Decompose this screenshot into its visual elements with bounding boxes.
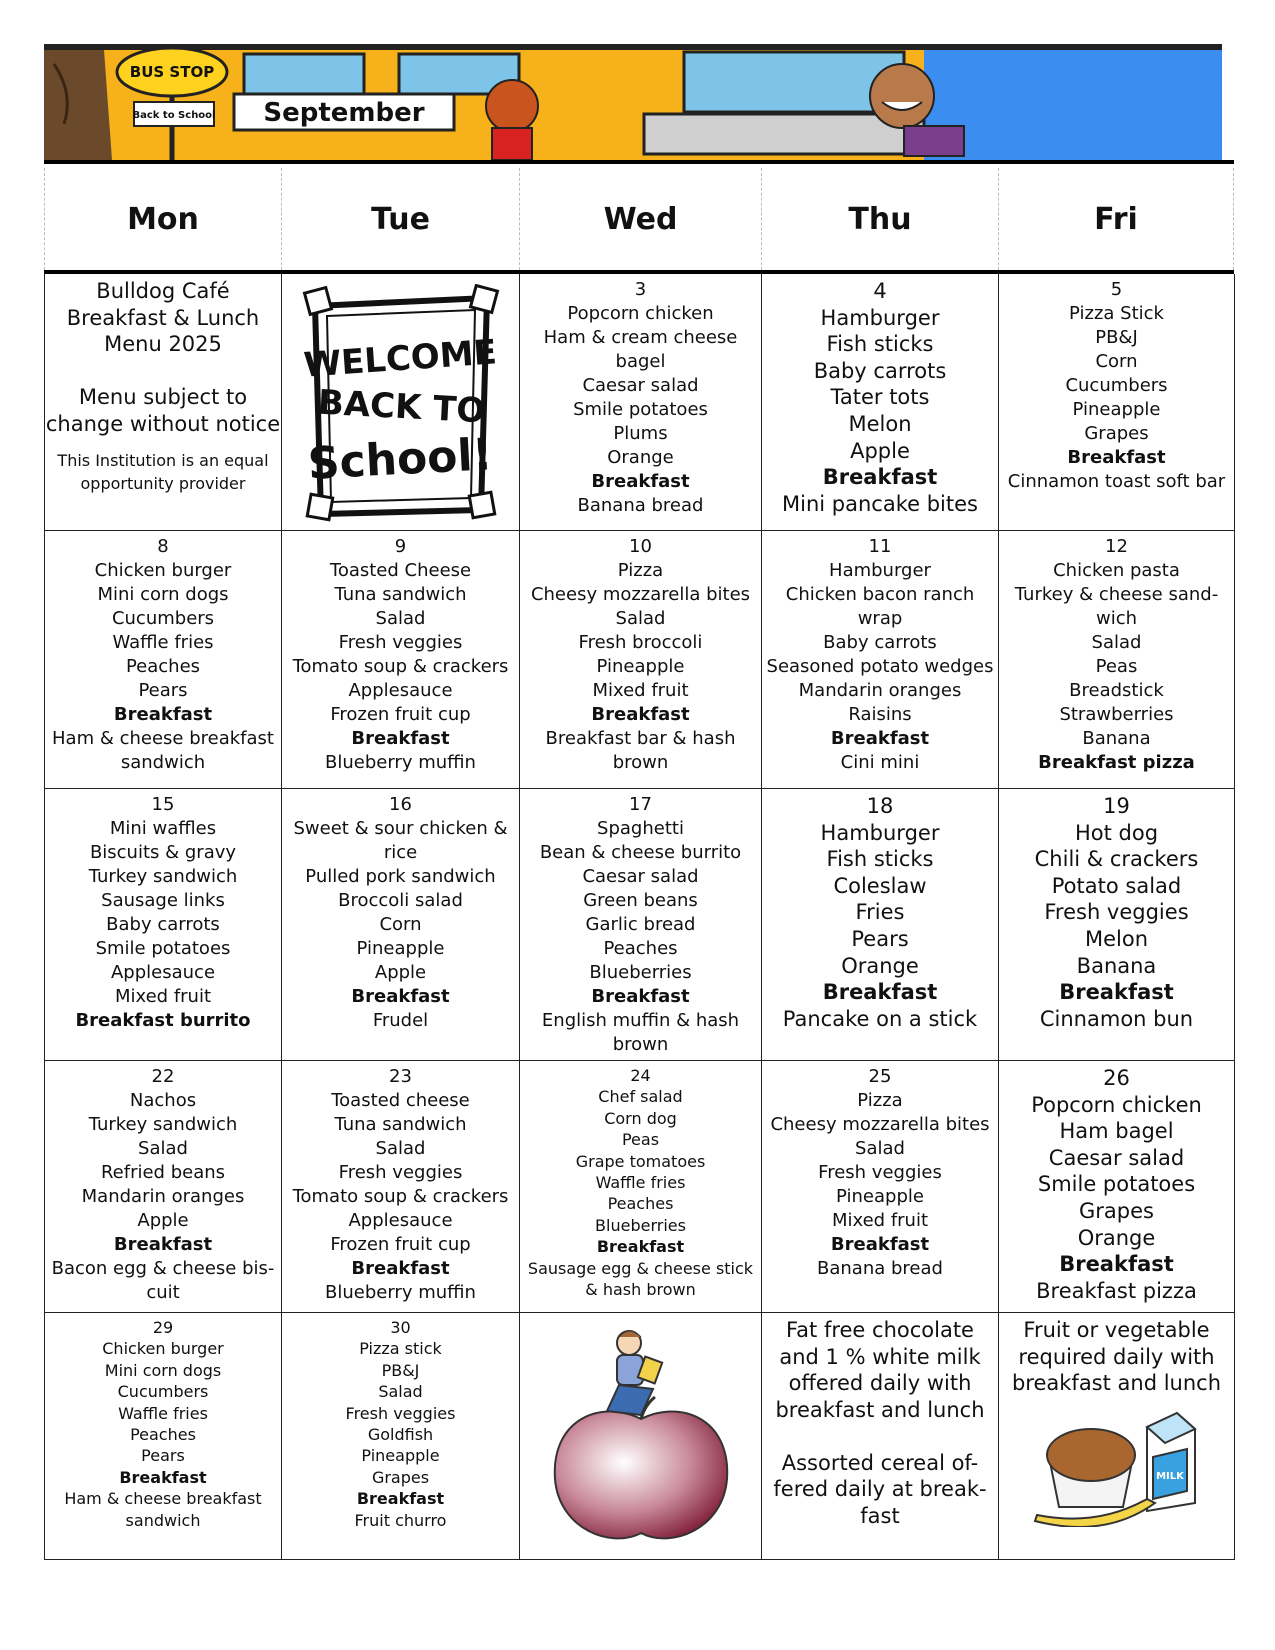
day-cell xyxy=(45,1061,282,1313)
breakfast-label: Breakfast xyxy=(351,986,450,1007)
menu-item: bagel xyxy=(615,351,666,372)
day-header-thu: Thu xyxy=(761,168,998,270)
menu-item: Ham & cheese breakfast xyxy=(64,1489,262,1509)
back-to-school-text: Back to School xyxy=(132,110,216,121)
menu-item: Corn dog xyxy=(604,1108,677,1128)
menu-item: Corn xyxy=(379,914,422,935)
menu-item: Baby carrots xyxy=(813,358,947,383)
menu-item: Fresh veggies xyxy=(338,1162,463,1183)
milk-note-text: Fat free chocolate xyxy=(786,1318,974,1342)
banner-illustration xyxy=(44,44,1222,160)
date-number: 17 xyxy=(629,794,652,815)
menu-item: Apple xyxy=(374,962,427,983)
breakfast-label: Breakfast xyxy=(596,1237,685,1257)
day-cell xyxy=(999,1061,1235,1313)
menu-item: Salad xyxy=(378,1382,423,1402)
menu-item: Raisins xyxy=(848,704,912,725)
menu-item: Cucumbers xyxy=(1065,375,1168,396)
menu-item: Turkey sandwich xyxy=(88,1114,238,1135)
day-cell xyxy=(762,531,999,789)
day-cell xyxy=(282,1061,520,1313)
month-title: September xyxy=(263,98,425,128)
menu-item: Banana bread xyxy=(577,495,704,516)
menu-item: Pizza xyxy=(857,1090,903,1111)
menu-item: Pizza stick xyxy=(359,1339,442,1359)
menu-item: Grape tomatoes xyxy=(575,1151,706,1171)
breakfast-label: Breakfast xyxy=(830,1234,930,1255)
menu-item: Baby carrots xyxy=(106,914,220,935)
menu-item: Caesar salad xyxy=(582,375,699,396)
menu-item: Pancake on a stick xyxy=(782,1006,978,1031)
menu-item: Orange xyxy=(841,953,919,978)
day-cell xyxy=(282,789,520,1061)
menu-item: Apple xyxy=(137,1210,189,1231)
breakfast-label: Breakfast xyxy=(822,980,938,1005)
welcome-back-sign-icon xyxy=(301,284,501,524)
info-title: Bulldog Café xyxy=(96,279,230,303)
milk-carton-label: MILK xyxy=(1155,1470,1184,1482)
menu-item: Cucumbers xyxy=(111,608,215,629)
menu-item: PB&J xyxy=(1095,327,1138,348)
date-number: 30 xyxy=(390,1318,411,1337)
menu-item: Breadstick xyxy=(1069,680,1164,701)
menu-item: Frudel xyxy=(372,1010,429,1031)
menu-item: Peas xyxy=(621,1130,660,1150)
menu-item: Fish sticks xyxy=(826,332,934,357)
menu-item: Salad xyxy=(375,608,426,629)
day-header-fri: Fri xyxy=(998,168,1234,270)
menu-item: Turkey & cheese sand- xyxy=(1014,584,1219,605)
menu-item: & hash brown xyxy=(585,1280,696,1300)
date-number: 16 xyxy=(389,794,412,815)
menu-item: Applesauce xyxy=(348,680,453,701)
menu-item: Chef salad xyxy=(598,1087,683,1107)
menu-item: Ham & cream cheese xyxy=(543,327,738,348)
menu-item: Cucumbers xyxy=(117,1382,209,1402)
breakfast-label: Breakfast xyxy=(591,704,690,725)
menu-item: Breakfast pizza xyxy=(1036,1278,1197,1303)
menu-item: Breakfast bar & hash xyxy=(545,728,736,749)
menu-item: Tater tots xyxy=(830,385,930,410)
menu-item: Frozen fruit cup xyxy=(330,1234,471,1255)
menu-item: Pineapple xyxy=(1072,399,1161,420)
menu-item: Banana xyxy=(1082,728,1151,749)
menu-item: Frozen fruit cup xyxy=(330,704,471,725)
menu-item: Popcorn chicken xyxy=(1031,1092,1202,1117)
date-number: 22 xyxy=(151,1066,175,1087)
menu-item: Fresh veggies xyxy=(1044,900,1189,925)
breakfast-label: Breakfast xyxy=(1059,1252,1174,1277)
cereal-note-text: fast xyxy=(860,1503,900,1528)
breakfast-label: Breakfast xyxy=(1067,447,1166,468)
day-cell xyxy=(520,789,762,1061)
date-number: 8 xyxy=(157,536,169,557)
menu-item: Peaches xyxy=(607,1194,674,1214)
menu-item: wich xyxy=(1095,608,1138,629)
menu-item: Cheesy mozzarella bites xyxy=(530,584,751,605)
menu-item: Tuna sandwich xyxy=(334,1114,467,1135)
menu-item: rice xyxy=(383,842,418,863)
welcome-text: WELCOME xyxy=(301,332,498,386)
menu-item: Grapes xyxy=(371,1467,430,1487)
menu-item: Cini mini xyxy=(840,752,920,773)
menu-item: Ham & cheese breakfast xyxy=(52,728,274,749)
day-cell xyxy=(520,531,762,789)
menu-item: Mini waffles xyxy=(109,818,217,839)
muffin-milk-banana-icon xyxy=(1027,1407,1207,1527)
milk-note-cell xyxy=(762,1313,999,1560)
date-number: 9 xyxy=(394,536,407,557)
menu-item: Mixed fruit xyxy=(114,986,212,1007)
date-number: 10 xyxy=(629,536,652,557)
day-header-mon: Mon xyxy=(44,168,281,270)
milk-note-text: offered daily with xyxy=(788,1371,972,1395)
menu-item: Hamburger xyxy=(829,560,931,581)
menu-item: Blueberries xyxy=(589,962,692,983)
breakfast-label: Breakfast xyxy=(591,986,690,1007)
menu-item: Pears xyxy=(141,1446,185,1466)
menu-item: Ham bagel xyxy=(1059,1119,1174,1144)
welcome-text: School! xyxy=(306,429,494,490)
menu-item: Fresh veggies xyxy=(345,1403,456,1423)
day-cell xyxy=(762,1061,999,1313)
menu-item: Plums xyxy=(613,423,668,444)
menu-item: Chicken bacon ranch xyxy=(785,584,975,605)
info-cell xyxy=(45,274,282,531)
fruit-note-cell xyxy=(999,1313,1235,1560)
menu-item: Baby carrots xyxy=(823,632,937,653)
menu-item: Caesar salad xyxy=(1048,1145,1185,1170)
menu-item: Hamburger xyxy=(820,820,940,845)
day-cell xyxy=(999,789,1235,1061)
date-number: 26 xyxy=(1103,1066,1130,1090)
menu-item: Waffle fries xyxy=(595,1173,686,1193)
milk-note-text: and 1 % white milk xyxy=(779,1344,981,1369)
menu-item: Refried beans xyxy=(100,1162,226,1183)
menu-item: Turkey sandwich xyxy=(88,866,238,887)
menu-item: Mandarin oranges xyxy=(81,1186,245,1207)
day-cell xyxy=(520,1061,762,1313)
menu-item: Pineapple xyxy=(596,656,685,677)
menu-item: Blueberries xyxy=(595,1215,686,1235)
menu-item: Tuna sandwich xyxy=(334,584,467,605)
breakfast-label: Breakfast xyxy=(113,1234,213,1255)
menu-item: Peaches xyxy=(125,656,201,677)
menu-item: Fresh veggies xyxy=(338,632,463,653)
menu-item: Bacon egg & cheese bis- xyxy=(51,1258,275,1279)
welcome-cell xyxy=(282,274,520,531)
menu-item: brown xyxy=(612,752,669,773)
menu-item: Fresh broccoli xyxy=(578,632,703,653)
notice-text: Menu subject to xyxy=(78,385,248,409)
menu-item: Sausage egg & cheese stick xyxy=(527,1258,754,1278)
menu-item: Pineapple xyxy=(356,938,445,959)
milk-note-text: breakfast and lunch xyxy=(775,1397,985,1422)
menu-item: Pineapple xyxy=(361,1446,440,1466)
menu-item: Toasted Cheese xyxy=(329,560,472,581)
breakfast-label: Breakfast xyxy=(822,465,938,490)
menu-item: Melon xyxy=(848,411,912,436)
fruit-note-text: Fruit or vegetable xyxy=(1023,1318,1210,1342)
day-cell xyxy=(762,789,999,1061)
banner-rule xyxy=(44,160,1234,164)
menu-item: Mini corn dogs xyxy=(97,584,229,605)
menu-item: Peas xyxy=(1095,656,1138,677)
menu-item: Fresh veggies xyxy=(818,1162,942,1183)
menu-item: Hot dog xyxy=(1074,820,1159,845)
bus-stop-text: BUS STOP xyxy=(129,63,215,81)
apple-reader-icon xyxy=(541,1319,741,1549)
breakfast-label: Breakfast xyxy=(351,728,450,749)
menu-item: Banana bread xyxy=(817,1258,943,1279)
info-title: Menu 2025 xyxy=(104,332,222,356)
day-cell xyxy=(999,531,1235,789)
cereal-note-text: Assorted cereal of- xyxy=(781,1450,979,1475)
menu-item: Pineapple xyxy=(836,1186,924,1207)
menu-item: sandwich xyxy=(120,752,206,773)
equal-opportunity-text: This Institution is an equal xyxy=(57,451,269,470)
menu-item: Strawberries xyxy=(1059,704,1174,725)
day-cell xyxy=(45,1313,282,1560)
date-number: 24 xyxy=(630,1066,651,1085)
menu-item: Mini pancake bites xyxy=(782,491,978,516)
menu-item: Waffle fries xyxy=(118,1403,208,1423)
menu-item: Mixed fruit xyxy=(831,1210,929,1231)
menu-item: Hamburger xyxy=(820,305,940,330)
menu-item: brown xyxy=(612,1034,669,1055)
menu-item: Biscuits & gravy xyxy=(89,842,237,863)
day-header-wed: Wed xyxy=(519,168,761,270)
menu-item: Chili & crackers xyxy=(1034,847,1199,872)
day-cell xyxy=(762,274,999,531)
apple-art-cell xyxy=(520,1313,762,1560)
notice-text: change without notice xyxy=(45,411,281,436)
menu-item: Potato salad xyxy=(1051,873,1182,898)
menu-item: Orange xyxy=(1077,1225,1156,1250)
menu-item: English muffin & hash xyxy=(541,1010,740,1031)
menu-item: Sausage links xyxy=(101,890,225,911)
menu-item: Pulled pork sandwich xyxy=(305,866,496,887)
menu-item: Mini corn dogs xyxy=(104,1360,222,1380)
menu-item: Salad xyxy=(138,1138,188,1159)
menu-item: Salad xyxy=(375,1138,426,1159)
menu-item: Goldfish xyxy=(367,1425,434,1445)
menu-item: Melon xyxy=(1084,926,1149,951)
menu-item: Chicken pasta xyxy=(1053,560,1180,581)
fruit-note-text: breakfast and lunch xyxy=(1011,1371,1222,1395)
menu-item: Pears xyxy=(138,680,188,701)
menu-item: Sweet & sour chicken & xyxy=(293,818,508,839)
menu-item: wrap xyxy=(857,608,903,629)
menu-item: Coleslaw xyxy=(833,873,927,898)
menu-item: Pizza Stick xyxy=(1069,303,1164,324)
cereal-note-text: fered daily at break- xyxy=(773,1477,987,1501)
menu-item: Broccoli salad xyxy=(338,890,463,911)
menu-item: Tomato soup & crackers xyxy=(292,656,509,677)
date-number: 15 xyxy=(151,794,175,815)
menu-item: Cinnamon bun xyxy=(1039,1006,1194,1031)
breakfast-label: Breakfast xyxy=(591,471,690,492)
menu-item: Peaches xyxy=(603,938,678,959)
menu-item: Blueberry muffin xyxy=(325,1282,476,1303)
menu-item: Banana xyxy=(1076,953,1157,978)
breakfast-label: Breakfast xyxy=(1059,980,1174,1005)
day-cell xyxy=(999,274,1235,531)
day-cell xyxy=(282,531,520,789)
menu-item: Seasoned potato wedges xyxy=(766,656,994,677)
menu-item: Fish sticks xyxy=(826,847,934,872)
date-number: 3 xyxy=(634,279,647,300)
breakfast-label: Breakfast pizza xyxy=(1038,752,1195,773)
day-header-row xyxy=(44,168,1234,270)
menu-item: PB&J xyxy=(381,1360,420,1380)
menu-item: Smile potatoes xyxy=(573,399,708,420)
menu-item: Mandarin oranges xyxy=(798,680,962,701)
menu-item: cuit xyxy=(146,1282,180,1303)
date-number: 23 xyxy=(389,1066,412,1087)
menu-item: Grapes xyxy=(1084,423,1149,444)
date-number: 25 xyxy=(868,1066,892,1087)
date-number: 19 xyxy=(1103,794,1130,818)
date-number: 29 xyxy=(152,1318,174,1337)
menu-item: Grapes xyxy=(1079,1198,1154,1223)
date-number: 18 xyxy=(866,794,894,818)
menu-item: Bean & cheese burrito xyxy=(539,842,742,863)
menu-item: Waffle fries xyxy=(112,632,214,653)
menu-item: Apple xyxy=(850,438,910,463)
menu-item: Nachos xyxy=(129,1090,197,1111)
menu-item: Smile potatoes xyxy=(95,938,231,959)
equal-opportunity-text: opportunity provider xyxy=(80,474,246,493)
info-title: Breakfast & Lunch xyxy=(66,305,260,330)
date-number: 12 xyxy=(1105,536,1128,557)
girl-icon xyxy=(486,80,538,160)
menu-item: Chicken burger xyxy=(102,1339,224,1359)
breakfast-label: Breakfast xyxy=(119,1467,207,1487)
menu-item: Fries xyxy=(855,900,905,925)
fruit-note-text: required daily with xyxy=(1018,1344,1215,1369)
day-header-tue: Tue xyxy=(281,168,519,270)
menu-item: Orange xyxy=(607,447,674,468)
menu-item: Mixed fruit xyxy=(592,680,689,701)
day-cell xyxy=(45,531,282,789)
date-number: 11 xyxy=(868,536,892,557)
menu-item: Applesauce xyxy=(110,962,216,983)
menu-item: Pears xyxy=(851,926,909,951)
menu-item: Chicken burger xyxy=(94,560,232,581)
menu-item: Peaches xyxy=(130,1425,196,1445)
menu-item: Green beans xyxy=(583,890,698,911)
menu-item: Salad xyxy=(1091,632,1142,653)
menu-item: Garlic bread xyxy=(585,914,696,935)
breakfast-label: Breakfast xyxy=(113,704,213,725)
welcome-text: BACK TO xyxy=(316,382,486,432)
menu-item: Salad xyxy=(855,1138,905,1159)
date-number: 4 xyxy=(873,279,887,303)
menu-item: Pizza xyxy=(617,560,664,581)
menu-item: Cheesy mozzarella bites xyxy=(770,1114,990,1135)
breakfast-label: Breakfast xyxy=(351,1258,450,1279)
menu-item: Applesauce xyxy=(348,1210,453,1231)
menu-calendar xyxy=(44,274,1235,1560)
menu-item: Popcorn chicken xyxy=(567,303,714,324)
menu-item: Salad xyxy=(615,608,666,629)
date-number: 5 xyxy=(1110,279,1123,300)
menu-item: Caesar salad xyxy=(582,866,699,887)
menu-item: Toasted cheese xyxy=(331,1090,470,1111)
menu-item: Spaghetti xyxy=(597,818,684,839)
menu-item: Fruit churro xyxy=(354,1510,447,1530)
menu-item: Tomato soup & crackers xyxy=(292,1186,509,1207)
breakfast-label: Breakfast xyxy=(830,728,930,749)
menu-item: Blueberry muffin xyxy=(325,752,476,773)
menu-item: Corn xyxy=(1095,351,1138,372)
day-cell xyxy=(45,789,282,1061)
day-cell xyxy=(282,1313,520,1560)
menu-item: sandwich xyxy=(125,1510,201,1530)
breakfast-label: Breakfast xyxy=(356,1489,445,1509)
breakfast-label: Breakfast burrito xyxy=(75,1010,251,1031)
day-cell xyxy=(520,274,762,531)
bus-window xyxy=(244,54,364,94)
menu-item: Cinnamon toast soft bar xyxy=(1007,471,1226,492)
menu-item: Smile potatoes xyxy=(1037,1172,1196,1197)
